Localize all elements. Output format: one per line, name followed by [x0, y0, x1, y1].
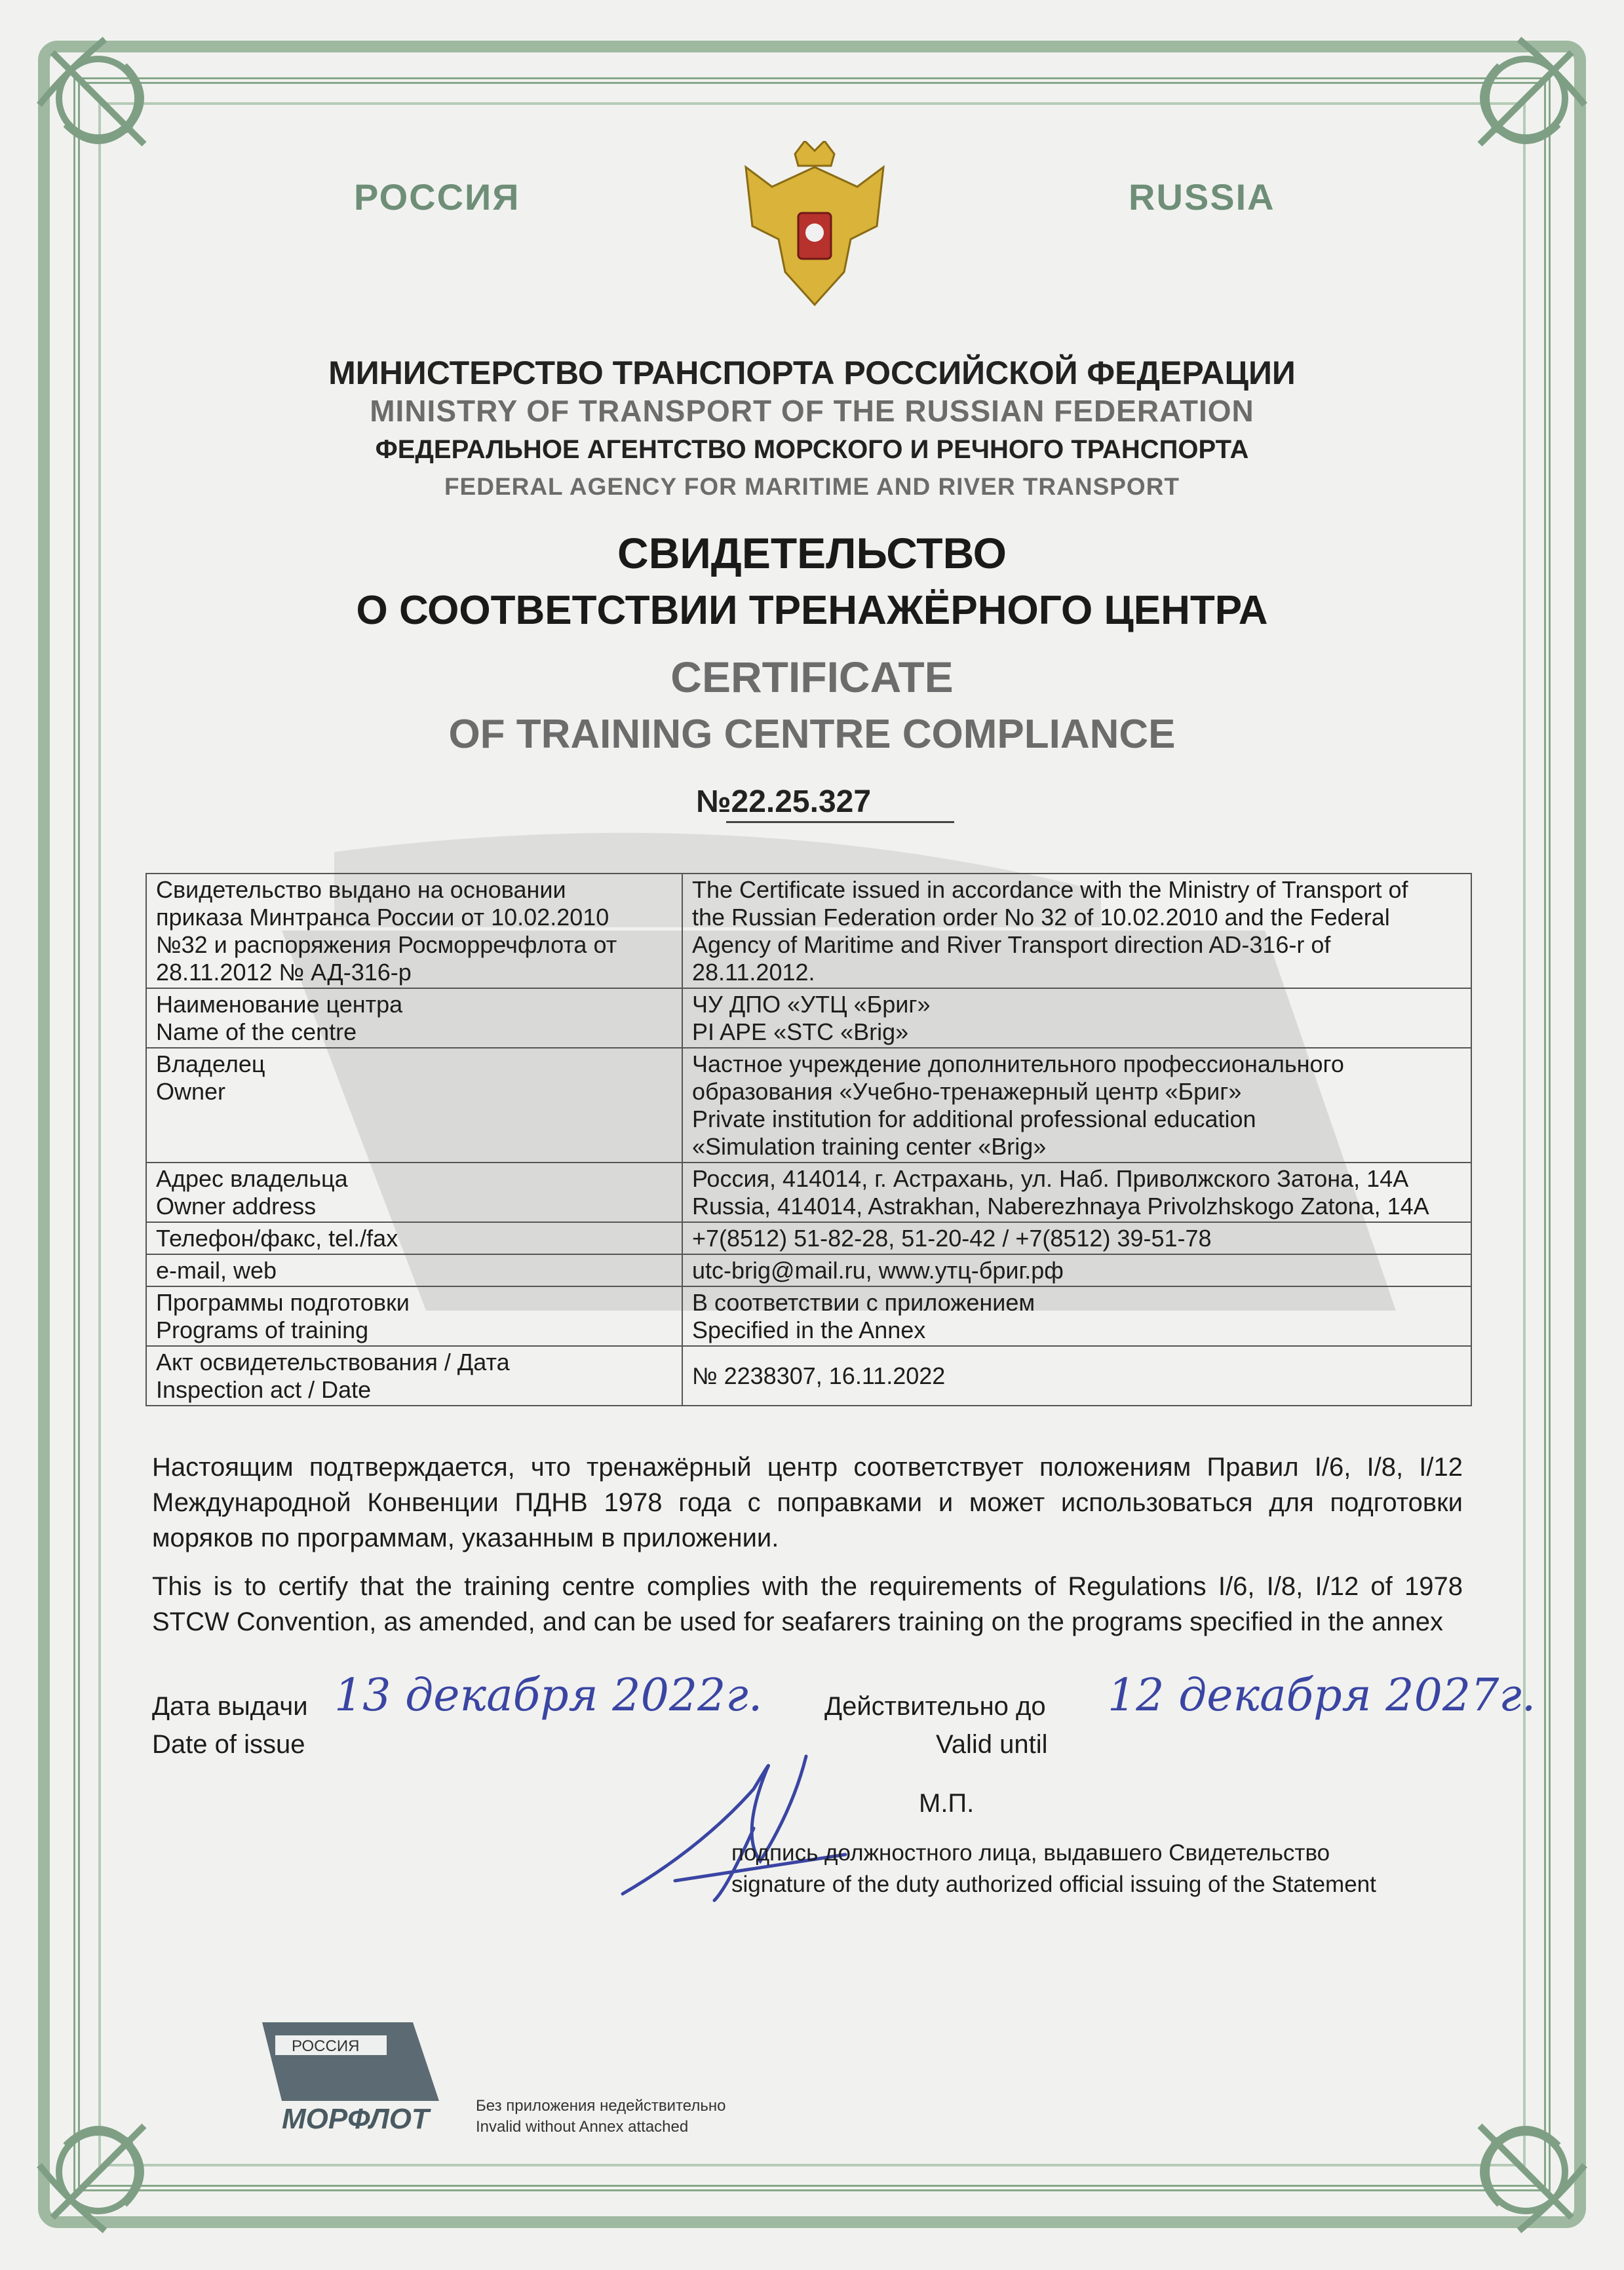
cell-line: utc-brig@mail.ru, www.утц-бриг.рф [692, 1257, 1064, 1284]
cell-line: Адрес владельца [156, 1165, 348, 1192]
cell-line: образования «Учебно-тренажерный центр «Бриг» [692, 1078, 1242, 1105]
document-title-en: CERTIFICATE [670, 653, 954, 701]
certification-statement-en: This is to certify that the training centre complies with the requirements of Regulations I/6, I/8, I/12 of 1978 STCW Convention, as amended, and can be used for seafarers training on the programs specified in the annex [152, 1572, 1463, 1636]
cell-line: Russia, 414014, Astrakhan, Naberezhnaya Privolzhskogo Zatona, 14A [692, 1193, 1429, 1220]
valid-until-label-en: Valid until [936, 1730, 1048, 1759]
ministry-title-en: MINISTRY OF TRANSPORT OF THE RUSSIAN FEDERATION [370, 394, 1254, 428]
table-cell-label [146, 1163, 682, 1222]
cell-line: ЧУ ДПО «УТЦ «Бриг» [692, 991, 931, 1018]
ministry-title-ru: МИНИСТЕРСТВО ТРАНСПОРТА РОССИЙСКОЙ ФЕДЕРАЦИИ [328, 355, 1296, 391]
cell-line: Частное учреждение дополнительного профессионального [692, 1050, 1344, 1077]
cell-line: Свидетельство выдано на основании [156, 876, 566, 903]
country-label-en: RUSSIA [1129, 176, 1275, 218]
cell-line: приказа Минтранса России от 10.02.2010 [156, 904, 609, 931]
table-cell-label [146, 1346, 682, 1406]
table-row [146, 1346, 1471, 1406]
certification-statement-ru: Настоящим подтверждается, что тренажёрный центр соответствует положениям Правил I/6, I/8, I/12 Международной Конвенции ПДНВ 1978 года с поправками и может использоваться для подготовки моряков по программам, указанным в приложении. [152, 1453, 1463, 1552]
table-row [146, 1222, 1471, 1254]
table-cell-label [146, 1222, 682, 1254]
document-title-ru: СВИДЕТЕЛЬСТВО [617, 529, 1007, 577]
signature-caption-ru: подпись должностного лица, выдавшего Свидетельство [731, 1840, 1330, 1866]
cell-line: Inspection act / Date [156, 1376, 372, 1403]
table-cell-label [146, 1048, 682, 1163]
cell-line: В соответствии с приложением [692, 1289, 1035, 1316]
table-cell-value [682, 1254, 1471, 1286]
valid-until-handwritten: 12 декабря 2027г. [1108, 1670, 1536, 1722]
table-row [146, 1286, 1471, 1346]
cell-line: 28.11.2012 № АД-316-р [156, 959, 412, 986]
cell-line: Телефон/факс, tel./fax [156, 1225, 398, 1252]
cell-line: e-mail, web [156, 1257, 277, 1284]
cell-line: Программы подготовки [156, 1289, 410, 1316]
cell-line: Owner [156, 1078, 226, 1105]
valid-until-label-ru: Действительно до [824, 1692, 1046, 1721]
logo-text-bottom: МОРФЛОТ [282, 2103, 429, 2134]
cell-line: Private institution for additional professional education [692, 1106, 1256, 1132]
certificate-number: №22.25.327 [696, 784, 872, 819]
table-row [146, 874, 1471, 988]
cell-line: 28.11.2012. [692, 959, 815, 986]
logo-text-top: РОССИЯ [292, 2037, 360, 2055]
table-cell-value [682, 988, 1471, 1048]
table-cell-label [146, 1286, 682, 1346]
table-cell-value [682, 1048, 1471, 1163]
annex-note-en: Invalid without Annex attached [476, 2118, 689, 2136]
cell-line: Agency of Maritime and River Transport direction AD-316-r of [692, 931, 1331, 958]
document-subtitle-en: OF TRAINING CENTRE COMPLIANCE [448, 712, 1176, 757]
table-cell-value [682, 1163, 1471, 1222]
table-row [146, 988, 1471, 1048]
seal-place-label: М.П. [919, 1789, 975, 1818]
anchor-ornament-icon [26, 2087, 184, 2244]
cell-line: PI APE «STC «Brig» [692, 1018, 909, 1045]
morflot-logo [256, 2009, 452, 2134]
agency-title-en: FEDERAL AGENCY FOR MARITIME AND RIVER TRANSPORT [444, 473, 1180, 500]
table-row [146, 1048, 1471, 1163]
anchor-ornament-icon [1440, 2087, 1598, 2244]
country-label-ru: РОССИЯ [354, 176, 520, 218]
certificate-number-underline [726, 821, 954, 823]
anchor-ornament-icon [1440, 26, 1598, 183]
table-cell-value [682, 1222, 1471, 1254]
cell-line: Владелец [156, 1050, 265, 1077]
coat-of-arms-icon [733, 141, 897, 311]
issue-date-label-en: Date of issue [152, 1730, 305, 1759]
signature-caption-en: signature of the duty authorized official issuing of the Statement [731, 1872, 1376, 1897]
cell-line: +7(8512) 51-82-28, 51-20-42 / +7(8512) 39-51-78 [692, 1225, 1212, 1252]
table-cell-value [682, 1346, 1471, 1406]
table-row [146, 1254, 1471, 1286]
cell-line: №32 и распоряжения Росморречфлота от [156, 931, 617, 958]
certificate-details-table [145, 873, 1472, 1406]
table-cell-label [146, 1254, 682, 1286]
cell-line: Name of the centre [156, 1018, 357, 1045]
issue-date-handwritten: 13 декабря 2022г. [334, 1670, 763, 1722]
agency-title-ru: ФЕДЕРАЛЬНОЕ АГЕНТСТВО МОРСКОГО И РЕЧНОГО ТРАНСПОРТА [375, 435, 1249, 464]
table-row [146, 1163, 1471, 1222]
cell-line: the Russian Federation order No 32 of 10.02.2010 and the Federal [692, 904, 1390, 931]
cell-line: Programs of training [156, 1317, 369, 1343]
cell-line: № 2238307, 16.11.2022 [692, 1362, 946, 1389]
cell-line: Owner address [156, 1193, 317, 1220]
issue-date-label-ru: Дата выдачи [152, 1692, 308, 1721]
cell-line: Россия, 414014, г. Астрахань, ул. Наб. Приволжского Затона, 14А [692, 1165, 1409, 1192]
table-cell-value [682, 1286, 1471, 1346]
cell-line: «Simulation training center «Brig» [692, 1133, 1047, 1160]
cell-line: Наименование центра [156, 991, 403, 1018]
cell-line: Specified in the Annex [692, 1317, 926, 1343]
table-cell-label [146, 874, 682, 988]
table-cell-label [146, 988, 682, 1048]
table-cell-value [682, 874, 1471, 988]
cell-line: The Certificate issued in accordance with the Ministry of Transport of [692, 876, 1408, 903]
document-subtitle-ru: О СООТВЕТСТВИИ ТРЕНАЖЁРНОГО ЦЕНТРА [356, 588, 1268, 633]
cell-line: Акт освидетельствования / Дата [156, 1349, 510, 1375]
anchor-ornament-icon [26, 26, 184, 183]
annex-note-ru: Без приложения недействительно [476, 2097, 726, 2115]
